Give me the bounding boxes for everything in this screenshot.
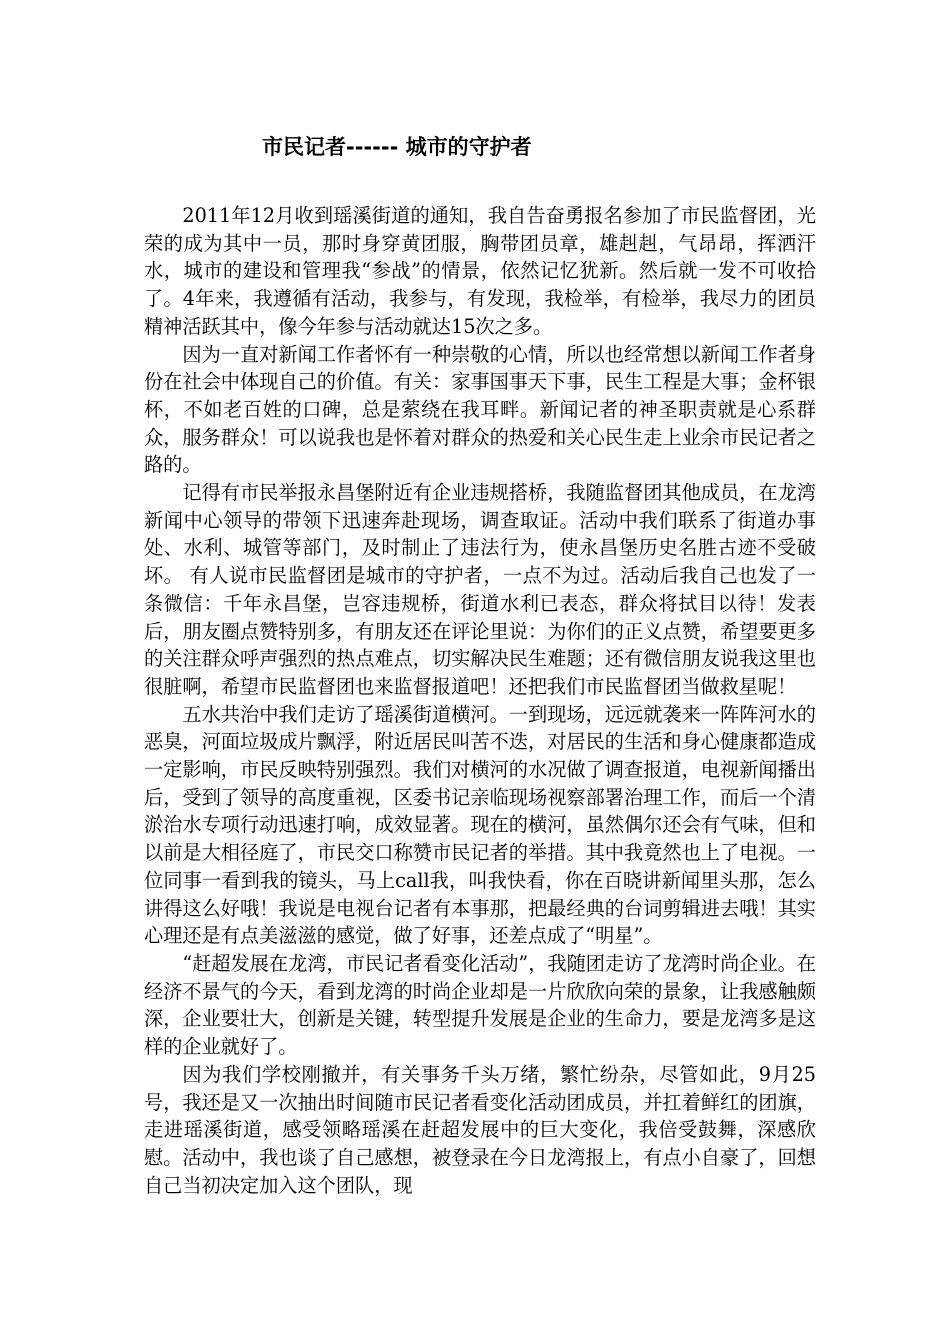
paragraph-yaoxi-visit: 因为我们学校刚撤并，有关事务千头万绪，繁忙纷杂，尽管如此，9月25号，我还是又一次抽出时间随市民记者看变化活动团成员，并扛着鲜红的团旗，走进瑶溪街道，感受领略瑶溪在赶超发展中的巨大变化，我倍受鼓舞，深感欣慰。活动中，我也谈了自己感想，被登录在今日龙湾报上，有点小自豪了，回想自己当初决定加入这个团队，现 — [144, 1062, 816, 1197]
document-title: 市民记者------ 城市的守护者 — [262, 135, 532, 159]
paragraph-joining-supervision-team: 2011年12月收到瑶溪街道的通知，我自告奋勇报名参加了市民监督团，光荣的成为其中一员，那时身穿黄团服，胸带团员章，雄赳赳，气昂昂，挥洒汗水，城市的建设和管理我“参战”的情景，依然记忆犹新。然后就一发不可收拾了。4年来，我遵循有活动，我参与，有发现，我检举，有检举，我尽力的团员精神活跃其中，像今年参与活动就达15次之多。 — [144, 204, 816, 338]
paragraph-yongchang-fort-bridge: 记得有市民举报永昌堡附近有企业违规搭桥，我随监督团其他成员，在龙湾新闻中心领导的带领下迅速奔赴现场，调查取证。活动中我们联系了街道办事处、水利、城管等部门，及时制止了违法行为，使永昌堡历史名胜古迹不受破坏。 有人说市民监督团是城市的守护者，一点不为过。活动后我自己也发了一条微信：千年永昌堡，岂容违规桥，街道水利已表态，群众将拭目以待！发表后，朋友圈点赞特别多，有朋友还在评论里说：为你们的正义点赞，希望要更多的关注群众呼声强烈的热点难点，切实解决民生难题；还有微信朋友说我这里也很脏啊，希望市民监督团也来监督报道吧！还把我们市民监督团当做救星呢！ — [144, 481, 816, 698]
document-body — [144, 202, 816, 1199]
paragraph-journalism-motivation: 因为一直对新闻工作者怀有一种崇敬的心情，所以也经常想以新闻工作者身份在社会中体现自己的价值。有关：家事国事天下事，民生工程是大事；金杯银杯，不如老百姓的口碑，总是萦绕在我耳畔。新闻记者的神圣职责就是心系群众，服务群众！可以说我也是怀着对群众的热爱和关心民生走上业余市民记者之路的。 — [144, 342, 816, 477]
paragraph-fashion-enterprises: “赶超发展在龙湾，市民记者看变化活动”，我随团走访了龙湾时尚企业。在经济不景气的今天，看到龙湾的时尚企业却是一片欣欣向荣的景象，让我感触颇深，企业要壮大，创新是关键，转型提升发展是企业的生命力，要是龙湾多是这样的企业就好了。 — [144, 951, 817, 1059]
paragraph-henghe-river: 五水共治中我们走访了瑶溪街道横河。一到现场，远远就袭来一阵阵河水的恶臭，河面垃圾成片飘浮，附近居民叫苦不迭，对居民的生活和身心健康都造成一定影响，市民反映特别强烈。我们对横河的水况做了调查报道，电视新闻播出后，受到了领导的高度重视，区委书记亲临现场视察部署治理工作，而后一个清淤治水专项行动迅速打响，成效显著。现在的横河，虽然偶尔还会有气味，但和以前是大相径庭了，市民交口称赞市民记者的举措。其中我竟然也上了电视。一位同事一看到我的镜头，马上call我，叫我快看，你在百晓讲新闻里头那，怎么讲得这么好哦！我说是电视台记者有本事那，把最经典的台词剪辑进去哦！其实心理还是有点美滋滋的感觉，做了好事，还差点成了“明星”。 — [144, 702, 816, 948]
